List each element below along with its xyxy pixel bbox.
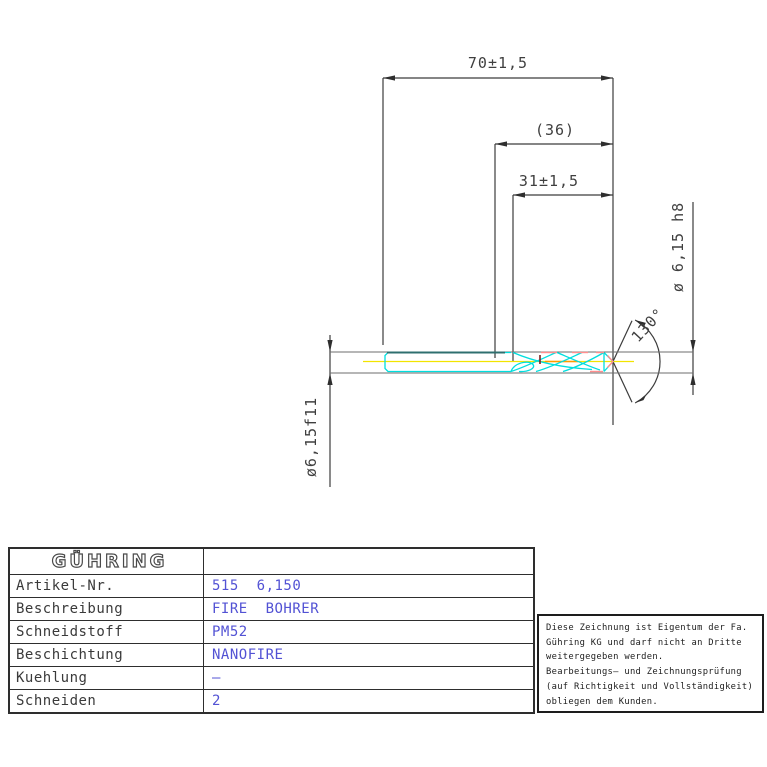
row-value-beschichtung: NANOFIRE xyxy=(204,643,533,666)
row-value-kuehlung: – xyxy=(204,666,533,689)
disclaimer-line: Diese Zeichnung ist Eigentum der Fa. xyxy=(546,623,748,633)
disclaimer-line: Gühring KG und darf nicht an Dritte xyxy=(546,637,742,648)
dim-flute-length: 31±1,5 xyxy=(518,172,580,190)
row-value-artikel: 515 6,150 xyxy=(204,574,533,597)
dim-diameter-left: ø6,15f11 xyxy=(302,396,320,478)
title-block-table xyxy=(8,547,535,714)
row-label-beschichtung: Beschichtung xyxy=(10,643,204,666)
disclaimer-line: (auf Richtigkeit und Vollständigkeit) xyxy=(546,681,754,692)
guehring-logo: GÜHRING xyxy=(51,551,168,572)
row-value-schneiden: 2 xyxy=(204,689,533,712)
disclaimer-box xyxy=(537,614,764,713)
dim-total-length: 70±1,5 xyxy=(467,54,529,72)
disclaimer-line: Bearbeitungs– und Zeichnungsprüfung xyxy=(546,667,742,678)
dimension-lines xyxy=(330,78,693,487)
row-label-artikel: Artikel-Nr. xyxy=(10,574,204,597)
disclaimer-line: weitergegeben werden. xyxy=(546,652,664,663)
row-label-beschreibung: Beschreibung xyxy=(10,597,204,620)
dim-ref-length: (36) xyxy=(534,121,576,139)
logo-row-empty-cell xyxy=(204,549,533,574)
logo-cell xyxy=(10,549,204,574)
row-value-schneidstoff: PM52 xyxy=(204,620,533,643)
row-value-beschreibung: FIRE BOHRER xyxy=(204,597,533,620)
dim-point-angle: 130° xyxy=(627,304,669,346)
disclaimer-line: obliegen dem Kunden. xyxy=(546,696,658,707)
row-label-schneiden: Schneiden xyxy=(10,689,204,712)
dim-diameter-right: ø 6,15 h8 xyxy=(669,201,687,293)
row-label-kuehlung: Kuehlung xyxy=(10,666,204,689)
row-label-schneidstoff: Schneidstoff xyxy=(10,620,204,643)
